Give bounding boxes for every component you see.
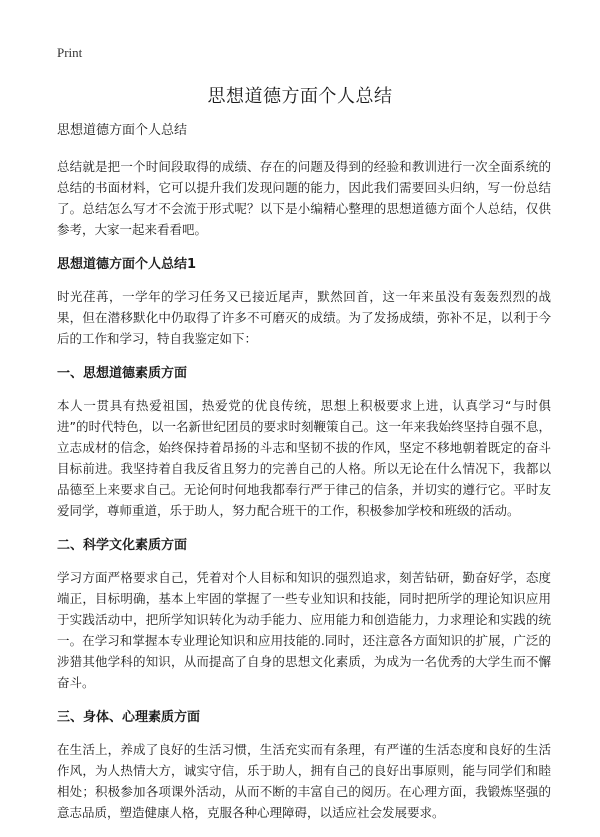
document-title: 思想道德方面个人总结 bbox=[207, 86, 393, 107]
document-body bbox=[57, 120, 551, 837]
print-link[interactable]: Print bbox=[57, 45, 83, 60]
section-heading-physical: 三、身体、心理素质方面 bbox=[57, 710, 201, 725]
section-paragraph-moral: 本人一贯具有热爱祖国，热爱党的优良传统，思想上积极要求上进，认真学习“与时俱进”的时代特色，以一名新世纪团员的要求时刻鞭策自己。这一年来我始终坚持自强不息，立志成材的信念，始终保持着昂扬的斗志和坚韧不拔的作风，坚定不移地朝着既定的奋斗目标前进。我坚持着自我反省且努力的完善自己的人格。所以无论在什么情况下，我都以品德至上来要求自己。无论何时何地我都奉行严于律己的信条，并切实的遵行它。平时友爱同学，尊师重道，乐于助人，努力配合班干的工作，积极参加学校和班级的活动。 bbox=[57, 398, 551, 518]
section-paragraph-physical: 在生活上，养成了良好的生活习惯，生活充实而有条理，有严谨的生活态度和良好的生活作风，为人热情大方，诚实守信，乐于助人，拥有自己的良好出事原则，能与同学们和睦相处；积极参加各项课外活动，从而不断的丰富自己的阅历。在心理方面，我锻炼坚强的意志品质，塑造健康人格，克服各种心理障碍，以适应社会发展要求。 bbox=[57, 742, 551, 820]
opening-paragraph: 时光荏苒，一学年的学习任务又已接近尾声，默然回首，这一年来虽没有轰轰烈烈的战果，但在潜移默化中仍取得了许多不可磨灭的成绩。为了发扬成绩，弥补不足，以利于今后的工作和学习，特自我鉴定如下： bbox=[57, 289, 551, 346]
section-paragraph-culture: 学习方面严格要求自己，凭着对个人目标和知识的强烈追求，刻苦钻研，勤奋好学，态度端正，目标明确，基本上牢固的掌握了一些专业知识和技能，同时把所学的理论知识应用于实践活动中，把所学知识转化为动手能力、应用能力和创造能力，力求理论和实践的统一。在学习和掌握本专业理论知识和应用技能的.同时，还注意各方面知识的扩展，广泛的涉猎其他学科的知识，从而提高了自身的思想文化素质，为成为一名优秀的大学生而不懈奋斗。 bbox=[57, 570, 551, 690]
section-heading-moral: 一、思想道德素质方面 bbox=[57, 366, 188, 381]
article-heading: 思想道德方面个人总结1 bbox=[57, 257, 197, 272]
section-heading-culture: 二、科学文化素质方面 bbox=[57, 538, 188, 553]
intro-paragraph: 总结就是把一个时间段取得的成绩、存在的问题及得到的经验和教训进行一次全面系统的总结的书面材料，它可以提升我们发现问题的能力，因此我们需要回头归纳，写一份总结了。总结怎么写才不会流于形式呢？以下是小编精心整理的思想道德方面个人总结，仅供参考，大家一起来看看吧。 bbox=[57, 159, 551, 237]
document-subtitle: 思想道德方面个人总结 bbox=[57, 123, 188, 138]
